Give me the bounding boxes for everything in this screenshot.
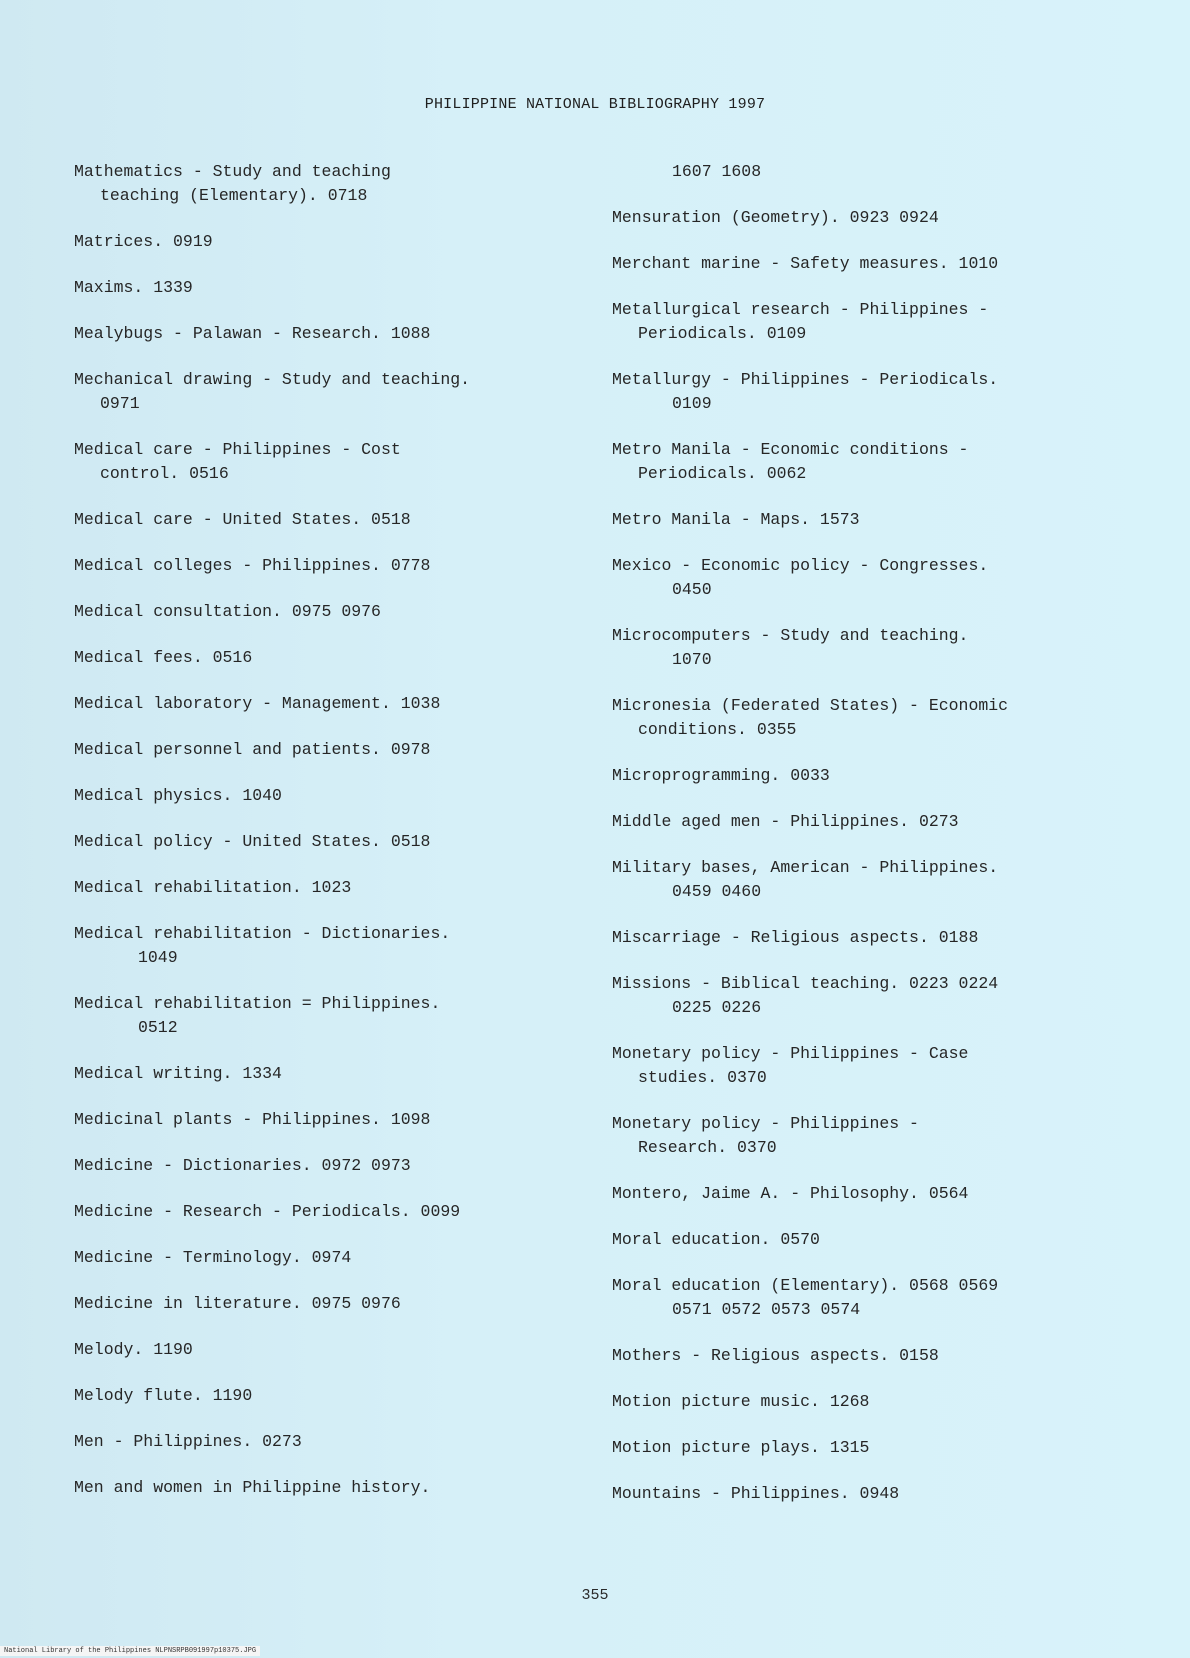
index-entry: Microprogramming. 0033 — [612, 766, 830, 785]
index-entry: Metro Manila - Maps. 1573 — [612, 510, 860, 529]
index-entry: Medicine in literature. 0975 0976 — [74, 1294, 401, 1313]
index-entry: Mathematics - Study and teaching teaching (Elementary). 0718 — [74, 162, 391, 205]
scan-caption: National Library of the Philippines NLPNSRPB091997p10375.JPG — [0, 1646, 260, 1656]
index-entry: Monetary policy - Philippines - Case studies. 0370 — [612, 1044, 969, 1087]
index-entry: Medicine - Dictionaries. 0972 0973 — [74, 1156, 411, 1175]
index-entry: Mothers - Religious aspects. 0158 — [612, 1346, 939, 1365]
index-entry: Motion picture music. 1268 — [612, 1392, 870, 1411]
index-entry: Medical consultation. 0975 0976 — [74, 602, 381, 621]
index-entry: Medical policy - United States. 0518 — [74, 832, 431, 851]
index-entry: Medical physics. 1040 — [74, 786, 282, 805]
index-entry: Military bases, American - Philippines. 0459 0460 — [612, 858, 999, 901]
index-entry: Moral education (Elementary). 0568 0569 0571 0572 0573 0574 — [612, 1276, 999, 1319]
index-entry: Men - Philippines. 0273 — [74, 1432, 302, 1451]
index-entry: Medical writing. 1334 — [74, 1064, 282, 1083]
index-entry: Medical fees. 0516 — [74, 648, 253, 667]
index-entry: Melody. 1190 — [74, 1340, 193, 1359]
index-entry: Medical care - United States. 0518 — [74, 510, 411, 529]
index-entry: Montero, Jaime A. - Philosophy. 0564 — [612, 1184, 969, 1203]
index-entry: Moral education. 0570 — [612, 1230, 820, 1249]
index-entry: Micronesia (Federated States) - Economic conditions. 0355 — [612, 696, 1009, 739]
index-entry: Mechanical drawing - Study and teaching. 0971 — [74, 370, 471, 413]
index-entry: Mexico - Economic policy - Congresses. 0450 — [612, 556, 989, 599]
index-entry: Merchant marine - Safety measures. 1010 — [612, 254, 999, 273]
index-entry: Melody flute. 1190 — [74, 1386, 253, 1405]
index-entry: Medical colleges - Philippines. 0778 — [74, 556, 431, 575]
index-entry: Matrices. 0919 — [74, 232, 213, 251]
index-entry: Metallurgical research - Philippines - Periodicals. 0109 — [612, 300, 989, 343]
index-entry: Medical care - Philippines - Cost control. 0516 — [74, 440, 401, 483]
index-entry: Metallurgy - Philippines - Periodicals. 0109 — [612, 370, 999, 413]
index-entry: Monetary policy - Philippines - Research. 0370 — [612, 1114, 919, 1157]
index-entry: Microcomputers - Study and teaching. 1070 — [612, 626, 969, 669]
index-entry: Mealybugs - Palawan - Research. 1088 — [74, 324, 431, 343]
index-entry: Medical personnel and patients. 0978 — [74, 740, 431, 759]
index-entry: Medical rehabilitation - Dictionaries. 1049 — [74, 924, 451, 967]
index-entry: Medicine - Research - Periodicals. 0099 — [74, 1202, 461, 1221]
index-entry: Metro Manila - Economic conditions - Periodicals. 0062 — [612, 440, 969, 483]
index-entry: Missions - Biblical teaching. 0223 0224 0225 0226 — [612, 974, 999, 1017]
index-entry: Medical rehabilitation = Philippines. 0512 — [74, 994, 441, 1037]
index-entry: Medicine - Terminology. 0974 — [74, 1248, 352, 1267]
index-entry: Mensuration (Geometry). 0923 0924 — [612, 208, 939, 227]
index-entry: Middle aged men - Philippines. 0273 — [612, 812, 959, 831]
index-entry: Men and women in Philippine history. — [74, 1478, 431, 1497]
index-entry: Mountains - Philippines. 0948 — [612, 1484, 900, 1503]
index-entry: Motion picture plays. 1315 — [612, 1438, 870, 1457]
page-number: 355 — [581, 1587, 609, 1604]
index-entry: 1607 1608 — [672, 162, 762, 181]
page-title: PHILIPPINE NATIONAL BIBLIOGRAPHY 1997 — [424, 96, 766, 113]
index-entry: Medical rehabilitation. 1023 — [74, 878, 352, 897]
index-entry: Maxims. 1339 — [74, 278, 193, 297]
index-entry: Medical laboratory - Management. 1038 — [74, 694, 441, 713]
index-entry: Medicinal plants - Philippines. 1098 — [74, 1110, 431, 1129]
index-entry: Miscarriage - Religious aspects. 0188 — [612, 928, 979, 947]
